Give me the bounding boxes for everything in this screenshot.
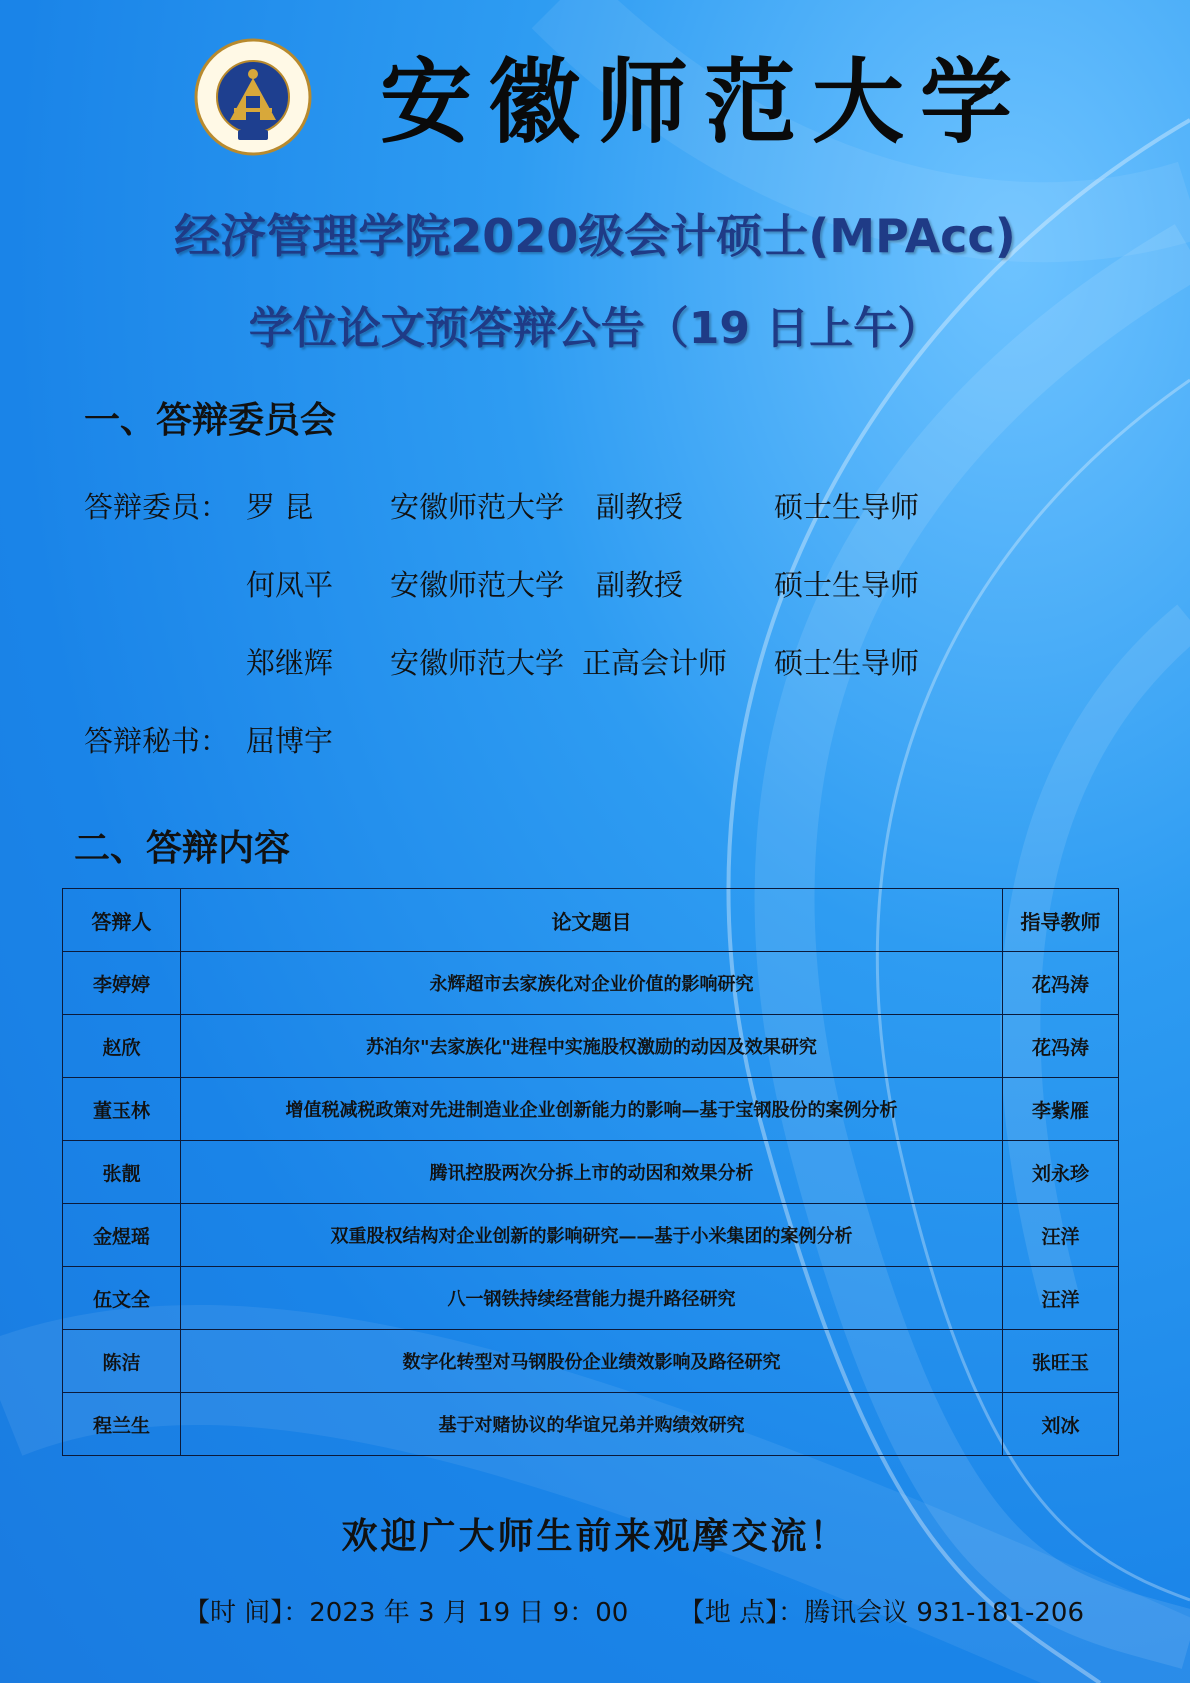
section-heading-content: 二、答辩内容 bbox=[74, 828, 291, 869]
member-title: 副教授 bbox=[596, 568, 684, 602]
defense-table bbox=[62, 888, 1119, 1456]
member-name: 郑继辉 bbox=[246, 646, 334, 680]
student-cell: 伍文全 bbox=[63, 1267, 181, 1330]
member-role: 硕士生导师 bbox=[774, 568, 920, 602]
header-student: 答辩人 bbox=[63, 889, 181, 952]
member-title: 副教授 bbox=[596, 490, 684, 524]
table-row bbox=[63, 1267, 1119, 1330]
committee-label: 答辩委员： bbox=[84, 490, 230, 524]
secretary-name: 屈博宇 bbox=[246, 724, 334, 758]
table-row bbox=[63, 1141, 1119, 1204]
place-value: ：腾讯会议 931-181-206 bbox=[778, 1598, 1084, 1628]
member-org: 安徽师范大学 bbox=[390, 646, 565, 680]
thesis-cell: 数字化转型对马钢股份企业绩效影响及路径研究 bbox=[181, 1330, 1003, 1393]
student-cell: 张靓 bbox=[63, 1141, 181, 1204]
table-row bbox=[63, 1078, 1119, 1141]
place-label: 【地 点】 bbox=[678, 1598, 779, 1628]
thesis-cell: 八一钢铁持续经营能力提升路径研究 bbox=[181, 1267, 1003, 1330]
table-header-row bbox=[63, 889, 1119, 952]
thesis-cell: 腾讯控股两次分拆上市的动因和效果分析 bbox=[181, 1141, 1003, 1204]
advisor-cell: 汪洋 bbox=[1003, 1204, 1119, 1267]
table-row bbox=[63, 952, 1119, 1015]
table-row bbox=[63, 1015, 1119, 1078]
header-advisor: 指导教师 bbox=[1003, 889, 1119, 952]
section-heading-committee: 一、答辩委员会 bbox=[84, 400, 337, 441]
time-value: ：2023 年 3 月 19 日 9：00 bbox=[283, 1598, 629, 1628]
thesis-cell: 基于对赌协议的华谊兄弟并购绩效研究 bbox=[181, 1393, 1003, 1456]
student-cell: 董玉林 bbox=[63, 1078, 181, 1141]
advisor-cell: 花冯涛 bbox=[1003, 952, 1119, 1015]
thesis-cell: 增值税减税政策对先进制造业企业创新能力的影响—基于宝钢股份的案例分析 bbox=[181, 1078, 1003, 1141]
announcement-title-line2: 学位论文预答辩公告（19 日上午） bbox=[248, 303, 942, 354]
member-role: 硕士生导师 bbox=[774, 646, 920, 680]
advisor-cell: 张旺玉 bbox=[1003, 1330, 1119, 1393]
student-cell: 李婷婷 bbox=[63, 952, 181, 1015]
announcement-title-line1: 经济管理学院2020级会计硕士(MPAcc) bbox=[174, 209, 1016, 263]
table-row bbox=[63, 1330, 1119, 1393]
advisor-cell: 刘永珍 bbox=[1003, 1141, 1119, 1204]
advisor-cell: 刘冰 bbox=[1003, 1393, 1119, 1456]
university-name: 安徽师范大学 bbox=[380, 48, 1029, 156]
time-label: 【时 间】 bbox=[184, 1598, 284, 1628]
table-row bbox=[63, 1204, 1119, 1267]
member-name: 罗 昆 bbox=[246, 490, 314, 524]
advisor-cell: 汪洋 bbox=[1003, 1267, 1119, 1330]
member-org: 安徽师范大学 bbox=[390, 568, 565, 602]
thesis-cell: 双重股权结构对企业创新的影响研究——基于小米集团的案例分析 bbox=[181, 1204, 1003, 1267]
member-role: 硕士生导师 bbox=[774, 490, 920, 524]
member-name: 何凤平 bbox=[246, 568, 334, 602]
university-seal-icon bbox=[194, 38, 312, 156]
footer-info bbox=[184, 1592, 1084, 1629]
advisor-cell: 李紫雁 bbox=[1003, 1078, 1119, 1141]
table-row bbox=[63, 1393, 1119, 1456]
welcome-message: 欢迎广大师生前来观摩交流！ bbox=[341, 1515, 849, 1557]
header bbox=[0, 0, 1190, 180]
member-title: 正高会计师 bbox=[582, 646, 728, 680]
secretary-label: 答辩秘书： bbox=[84, 724, 230, 758]
thesis-cell: 苏泊尔"去家族化"进程中实施股权激励的动因及效果研究 bbox=[181, 1015, 1003, 1078]
student-cell: 金煜瑶 bbox=[63, 1204, 181, 1267]
student-cell: 程兰生 bbox=[63, 1393, 181, 1456]
student-cell: 赵欣 bbox=[63, 1015, 181, 1078]
member-org: 安徽师范大学 bbox=[390, 490, 565, 524]
advisor-cell: 花冯涛 bbox=[1003, 1015, 1119, 1078]
thesis-cell: 永辉超市去家族化对企业价值的影响研究 bbox=[181, 952, 1003, 1015]
header-thesis: 论文题目 bbox=[181, 889, 1003, 952]
student-cell: 陈洁 bbox=[63, 1330, 181, 1393]
